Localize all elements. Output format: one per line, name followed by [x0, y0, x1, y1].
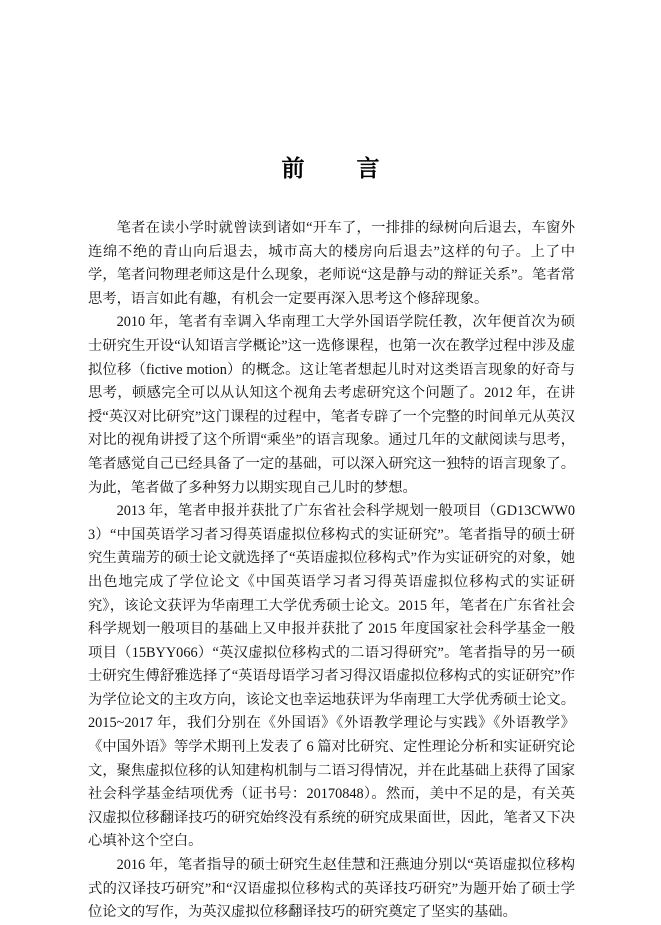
page-content [88, 150, 575, 925]
paragraph: 2016 年，笔者指导的硕士研究生赵佳慧和汪燕迪分别以“英语虚拟位移构式的汉译技巧研究”和“汉语虚拟位移构式的英译技巧研究”为题开始了硕士学位论文的写作，为英汉虚拟位移翻译技巧的研究奠定了坚实的基础。 [88, 857, 575, 921]
paragraph: 笔者在读小学时就曾读到诸如“开车了，一排排的绿树向后退去，车窗外连绵不绝的青山向后退去，城市高大的楼房向后退去”这样的句子。上了中学，笔者问物理老师这是什么现象，老师说“这是静与动的辩证关系”。笔者常思考，语言如此有趣，有机会一定要再深入思考这个修辞现象。 [88, 220, 575, 307]
page-title: 前 言 [281, 156, 382, 181]
paragraph: 2010 年，笔者有幸调入华南理工大学外国语学院任教，次年便首次为硕士研究生开设“认知语言学概论”这一选修课程，也第一次在教学过程中涉及虚拟位移（fictive motion）的概念。这让笔者想起儿时对这类语言现象的好奇与思考，顿感完全可以从认知这个视角去考虑研究这个问题了。2012 年，在讲授“英汉对比研究”这门课程的过程中，笔者专辟了一个完整的时间单元从英汉对比的视角讲授了这个所谓“乘坐”的语言现象。通过几年的文献阅读与思考，笔者感觉自己已经具备了一定的基础，可以深入研究这一独特的语言现象了。为此，笔者做了多种努力以期实现自己儿时的梦想。 [88, 314, 575, 496]
body-text [88, 217, 575, 925]
paragraph: 2013 年，笔者申报并获批了广东省社会科学规划一般项目（GD13CWW03）“中国英语学习者习得英语虚拟位移构式的实证研究”。笔者指导的硕士研究生黄瑞芳的硕士论文就选择了“英语虚拟位移构式”作为实证研究的对象，她出色地完成了学位论文《中国英语学习者习得英语虚拟位移构式的实证研究》，该论文获评为华南理工大学优秀硕士论文。2015 年，笔者在广东省社会科学规划一般项目的基础上又申报并获批了 2015 年度国家社会科学基金一般项目（15BYY066）“英汉虚拟位移构式的二语习得研究”。笔者指导的另一硕士研究生傅舒雅选择了“英语母语学习者习得汉语虚拟位移构式的实证研究”作为学位论文的主攻方向，该论文也幸运地获评为华南理工大学优秀硕士论文。2015~2017 年，我们分别在《外国语》《外语教学理论与实践》《外语教学》《中国外语》等学术期刊上发表了 6 篇对比研究、定性理论分析和实证研究论文，聚焦虚拟位移的认知建构机制与二语习得情况，并在此基础上获得了国家社会科学基金结项优秀（证书号：20170848）。然而，美中不足的是，有关英汉虚拟位移翻译技巧的研究始终没有系统的研究成果面世，因此，笔者又下决心填补这个空白。 [88, 503, 575, 850]
